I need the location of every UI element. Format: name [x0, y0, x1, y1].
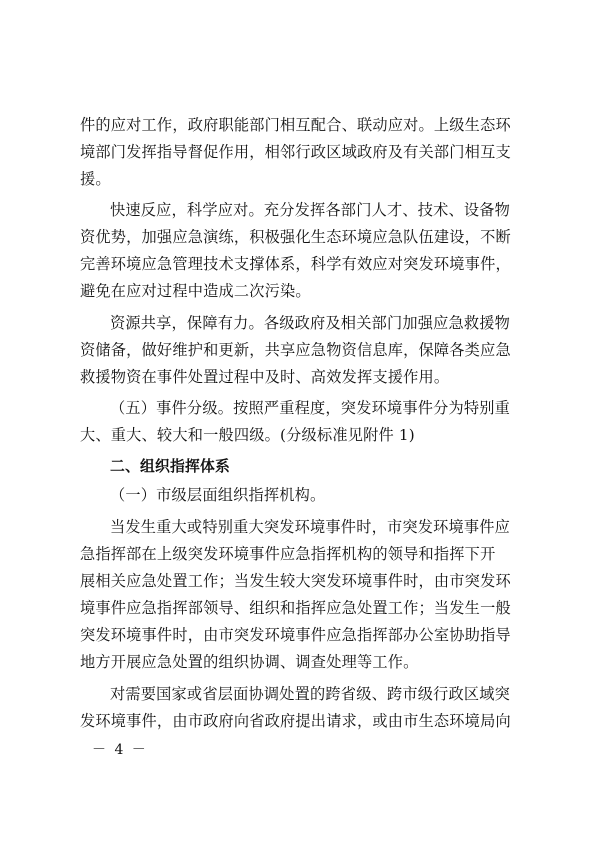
text-line: 展相关应急处置工作；当发生较大突发环境事件时，由市突发环 [80, 572, 511, 590]
page-number: － 4 － [92, 742, 148, 758]
text-line: 急指挥部在上级突发环境事件应急指挥机构的领导和指挥下开 [80, 545, 496, 563]
text-line: 资优势，加强应急演练，积极强化生态环境应急队伍建设，不断 [80, 228, 511, 246]
text-line: 突发环境事件时，由市突发环境事件应急指挥部办公室协助指导 [80, 626, 511, 644]
text-line: 发环境事件，由市政府向省政府提出请求，或由市生态环境局向 [80, 712, 511, 730]
text-line: （五）事件分级。按照严重程度，突发环境事件分为特别重 [110, 399, 511, 417]
text-line: 境部门发挥指导督促作用，相邻行政区域政府及有关部门相互支 [80, 143, 511, 161]
text-line: 避免在应对过程中造成二次污染。 [80, 282, 311, 300]
text-line: 件的应对工作，政府职能部门相互配合、联动应对。上级生态环 [80, 116, 511, 134]
text-line: 援。 [80, 170, 111, 188]
section-heading: 二、组织指挥体系 [110, 458, 230, 475]
text-line: 资储备，做好维护和更新，共享应急物资信息库，保障各类应急 [80, 341, 511, 359]
text-line: 当发生重大或特别重大突发环境事件时，市突发环境事件应 [110, 518, 511, 536]
text-line: 地方开展应急处置的组织协调、调查处理等工作。 [80, 653, 419, 671]
subsection-heading: （一）市级层面组织指挥机构。 [110, 486, 326, 504]
text-line: 对需要国家或省层面协调处置的跨省级、跨市级行政区域突 [110, 685, 511, 703]
text-line: 快速反应，科学应对。充分发挥各部门人才、技术、设备物 [110, 201, 511, 219]
text-line: 大、重大、较大和一般四级。(分级标准见附件 1) [80, 426, 415, 444]
text-line: 资源共享，保障有力。各级政府及相关部门加强应急救援物 [110, 314, 511, 332]
text-line: 救援物资在事件处置过程中及时、高效发挥支援作用。 [80, 368, 450, 386]
text-line: 境事件应急指挥部领导、组织和指挥应急处置工作；当发生一般 [80, 599, 511, 617]
text-line: 完善环境应急管理技术支撑体系，科学有效应对突发环境事件， [80, 255, 511, 273]
